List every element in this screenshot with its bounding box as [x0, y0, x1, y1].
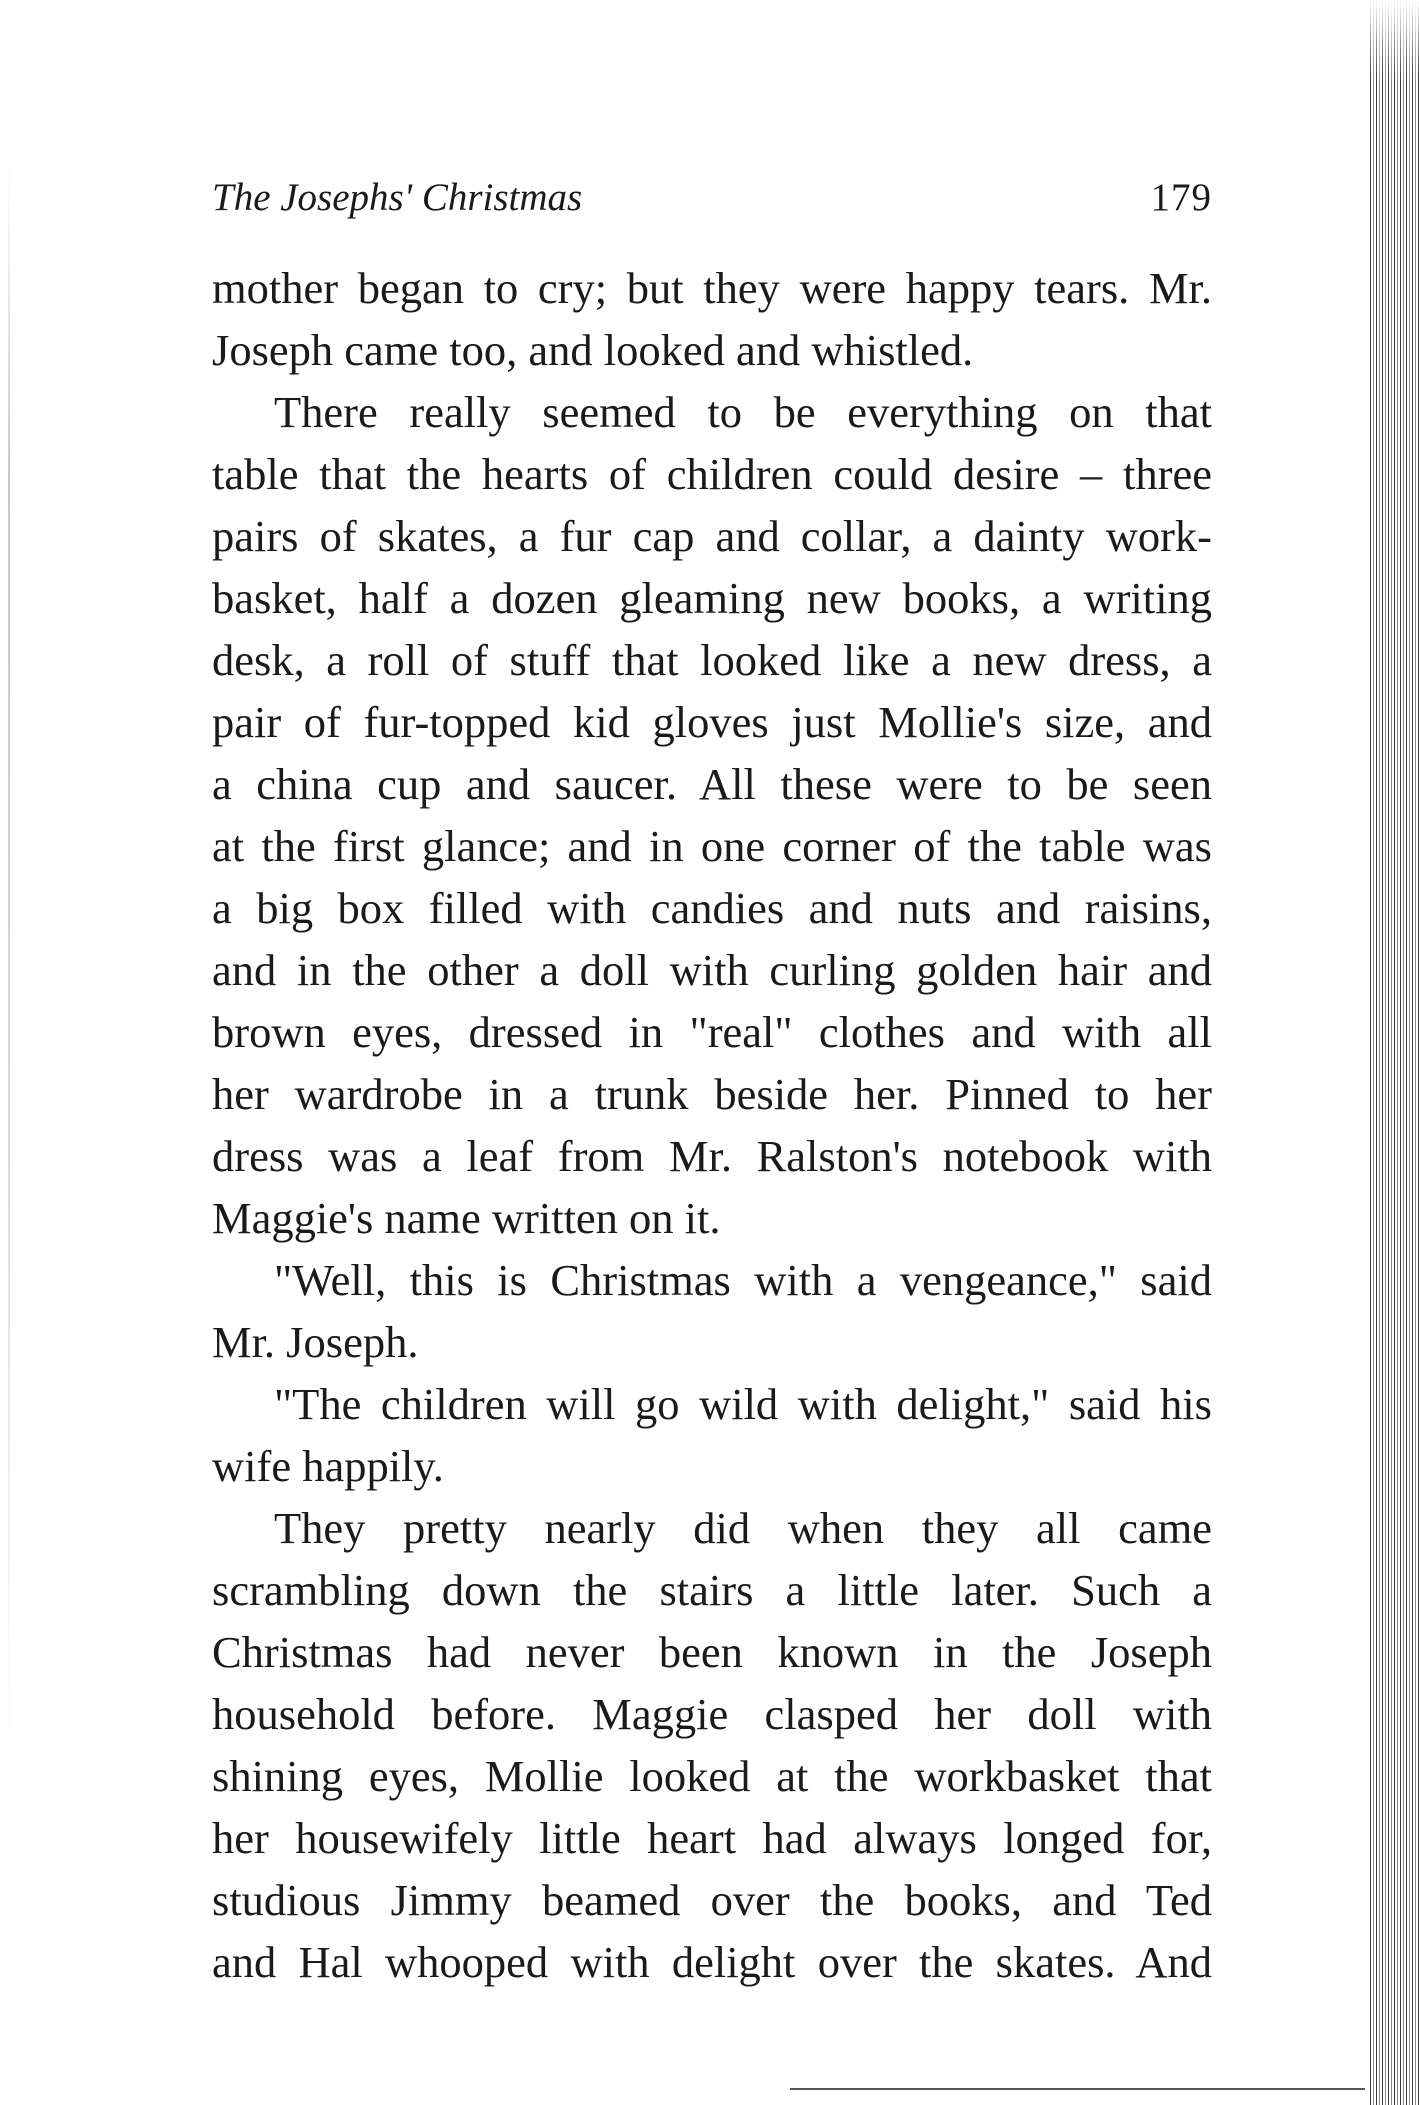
text-line: table that the hearts of children could desire – three: [212, 449, 1212, 499]
running-head: [212, 168, 1212, 228]
text-line: and in the other a doll with curling golden hair and: [212, 945, 1212, 995]
page-bottom-edge: [790, 2088, 1365, 2090]
text-line: "The children will go wild with delight," said his: [274, 1379, 1212, 1429]
body-text: [212, 257, 1212, 1993]
running-title: The Josephs' Christmas: [212, 176, 583, 219]
text-line: at the first glance; and in one corner of the table was: [212, 821, 1212, 871]
page-number: 179: [1150, 176, 1212, 219]
text-line: Joseph came too, and looked and whistled.: [212, 325, 974, 375]
text-line: shining eyes, Mollie looked at the workbasket that: [212, 1751, 1212, 1801]
text-line: and Hal whooped with delight over the skates. And: [212, 1937, 1212, 1987]
text-line: Mr. Joseph.: [212, 1317, 419, 1367]
text-line: pairs of skates, a fur cap and collar, a dainty work-: [212, 511, 1212, 561]
text-line: Christmas had never been known in the Joseph: [212, 1627, 1212, 1677]
text-line: pair of fur-topped kid gloves just Mollie's size, and: [212, 697, 1212, 747]
text-line: her wardrobe in a trunk beside her. Pinned to her: [212, 1069, 1212, 1119]
text-line: They pretty nearly did when they all came: [274, 1503, 1212, 1553]
page-left-edge: [8, 160, 10, 1760]
text-line: studious Jimmy beamed over the books, and Ted: [212, 1875, 1212, 1925]
book-binding-edge: [1368, 0, 1419, 2105]
text-line: basket, half a dozen gleaming new books, a writing: [212, 573, 1212, 623]
text-line: There really seemed to be everything on that: [274, 387, 1212, 437]
text-line: a big box filled with candies and nuts and raisins,: [212, 883, 1212, 933]
text-line: Maggie's name written on it.: [212, 1193, 721, 1243]
text-line: brown eyes, dressed in "real" clothes and with all: [212, 1007, 1212, 1057]
text-line: her housewifely little heart had always longed for,: [212, 1813, 1212, 1863]
text-line: dress was a leaf from Mr. Ralston's notebook with: [212, 1131, 1212, 1181]
text-line: wife happily.: [212, 1441, 444, 1491]
text-line: desk, a roll of stuff that looked like a new dress, a: [212, 635, 1212, 685]
text-line: "Well, this is Christmas with a vengeance," said: [274, 1255, 1212, 1305]
text-line: scrambling down the stairs a little later. Such a: [212, 1565, 1212, 1615]
text-line: mother began to cry; but they were happy tears. Mr.: [212, 263, 1212, 313]
text-line: a china cup and saucer. All these were to be seen: [212, 759, 1212, 809]
binding-fade: [1368, 0, 1419, 80]
text-line: household before. Maggie clasped her doll with: [212, 1689, 1212, 1739]
